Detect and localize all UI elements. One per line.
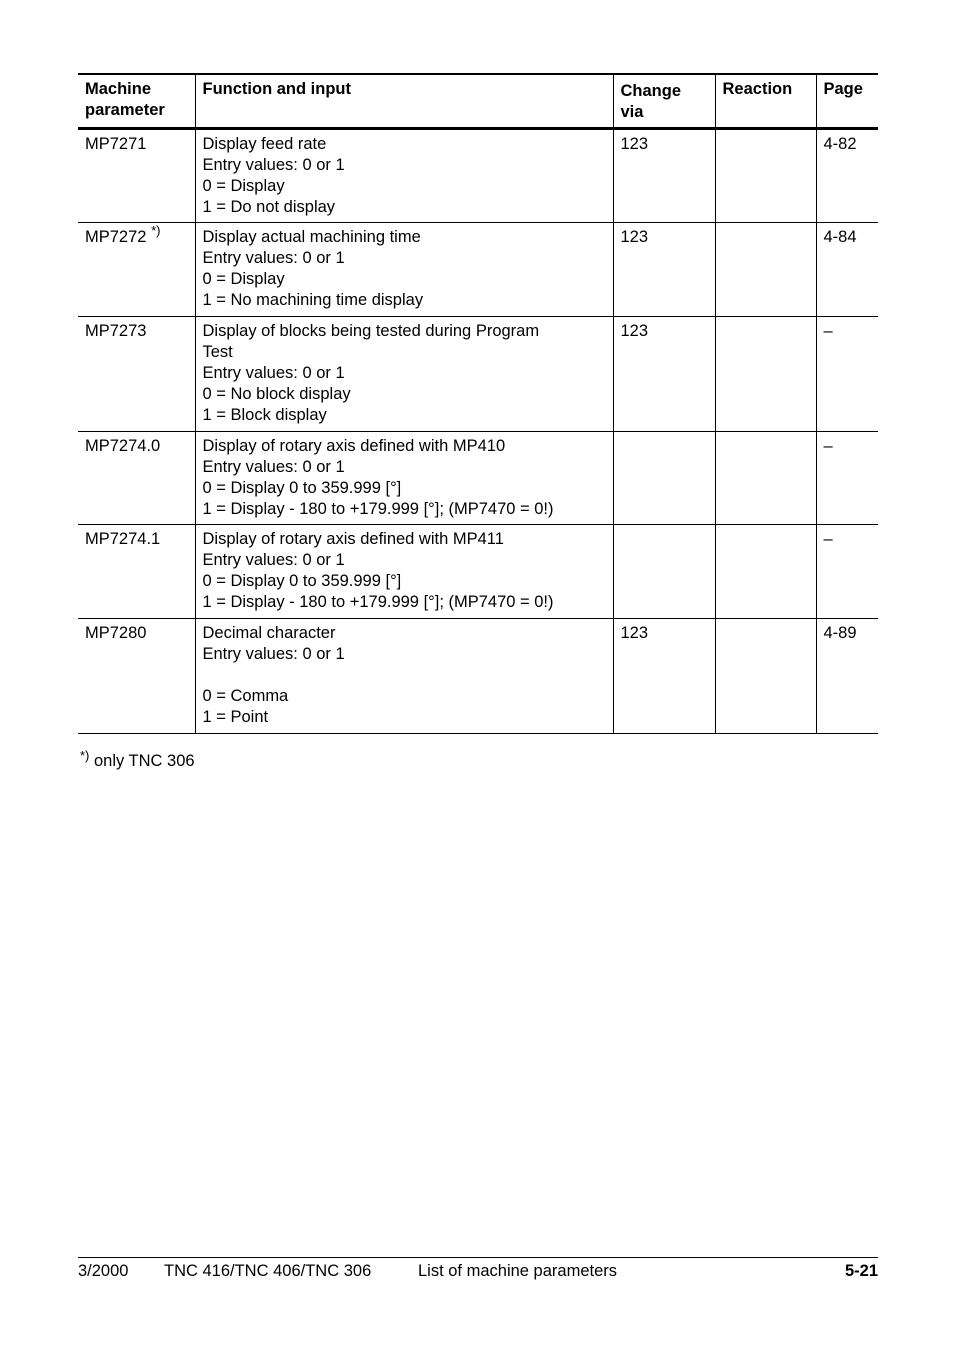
page-ref-cell: 4-82 bbox=[816, 129, 878, 223]
function-line: 0 = Comma bbox=[202, 687, 289, 705]
function-cell bbox=[195, 223, 613, 317]
function-line: 1 = Display - 180 to +179.999 [°]; (MP7470 = 0!) bbox=[202, 593, 554, 611]
function-cell bbox=[195, 525, 613, 619]
change-via-cell: 123 bbox=[613, 129, 715, 223]
page-ref-cell: – bbox=[816, 432, 878, 525]
parameter-id: MP7273 bbox=[85, 322, 147, 340]
parameter-cell bbox=[78, 619, 195, 734]
table-header bbox=[78, 74, 878, 129]
function-line: Display of rotary axis defined with MP411 bbox=[202, 530, 504, 548]
footer-divider bbox=[78, 1257, 878, 1258]
header-page: Page bbox=[816, 74, 878, 129]
page-footer bbox=[78, 1262, 878, 1284]
reaction-cell bbox=[715, 317, 816, 432]
reaction-cell bbox=[715, 432, 816, 525]
function-line: 1 = Block display bbox=[202, 406, 327, 424]
footnote-text: only TNC 306 bbox=[93, 752, 195, 770]
parameter-cell bbox=[78, 317, 195, 432]
header-reaction: Reaction bbox=[715, 74, 816, 129]
table-row bbox=[78, 129, 878, 223]
table-body bbox=[78, 129, 878, 734]
function-line: 1 = No machining time display bbox=[202, 291, 424, 309]
function-cell bbox=[195, 129, 613, 223]
table-row bbox=[78, 619, 878, 734]
function-line: Display of blocks being tested during Program bbox=[202, 322, 540, 340]
parameter-cell bbox=[78, 525, 195, 619]
function-line: Entry values: 0 or 1 bbox=[202, 645, 345, 663]
parameter-id: MP7274.0 bbox=[85, 437, 161, 455]
table-row bbox=[78, 223, 878, 317]
function-line: Entry values: 0 or 1 bbox=[202, 551, 345, 569]
change-via-cell: 123 bbox=[613, 619, 715, 734]
page-ref-cell: – bbox=[816, 317, 878, 432]
function-line: 1 = Display - 180 to +179.999 [°]; (MP7470 = 0!) bbox=[202, 500, 554, 518]
page-ref-cell: 4-84 bbox=[816, 223, 878, 317]
function-line: 1 = Point bbox=[202, 708, 269, 726]
header-machine-parameter: Machine parameter bbox=[78, 74, 195, 129]
change-via-cell: 123 bbox=[613, 223, 715, 317]
function-line: Entry values: 0 or 1 bbox=[202, 364, 345, 382]
function-line: 0 = Display 0 to 359.999 [°] bbox=[202, 572, 402, 590]
parameter-cell bbox=[78, 223, 195, 317]
page-ref-cell: 4-89 bbox=[816, 619, 878, 734]
table-row bbox=[78, 317, 878, 432]
footer-model: TNC 416/TNC 406/TNC 306 bbox=[164, 1262, 372, 1280]
change-via-cell bbox=[613, 432, 715, 525]
footer-date: 3/2000 bbox=[78, 1262, 129, 1280]
machine-parameter-table bbox=[78, 73, 878, 734]
footnote-reference: *) bbox=[151, 222, 161, 238]
function-line: Decimal character bbox=[202, 624, 336, 642]
function-cell bbox=[195, 317, 613, 432]
page-ref-cell: – bbox=[816, 525, 878, 619]
header-row bbox=[78, 74, 878, 129]
function-cell bbox=[195, 432, 613, 525]
parameter-id: MP7272 bbox=[85, 228, 147, 246]
function-line: Entry values: 0 or 1 bbox=[202, 249, 345, 267]
parameter-id: MP7274.1 bbox=[85, 530, 161, 548]
header-function-and-input: Function and input bbox=[195, 74, 613, 129]
function-line: Display actual machining time bbox=[202, 228, 421, 246]
function-line: 1 = Do not display bbox=[202, 198, 336, 216]
footnote-mark: *) bbox=[80, 748, 90, 763]
function-line: Entry values: 0 or 1 bbox=[202, 156, 345, 174]
parameter-cell bbox=[78, 432, 195, 525]
parameter-id: MP7271 bbox=[85, 135, 147, 153]
reaction-cell bbox=[715, 619, 816, 734]
function-line: Entry values: 0 or 1 bbox=[202, 458, 345, 476]
parameter-cell bbox=[78, 129, 195, 223]
function-cell bbox=[195, 619, 613, 734]
header-change-via: Change via bbox=[613, 74, 715, 129]
reaction-cell bbox=[715, 129, 816, 223]
blank-line bbox=[203, 665, 606, 686]
function-line: 0 = Display bbox=[202, 270, 285, 288]
reaction-cell bbox=[715, 223, 816, 317]
change-via-cell: 123 bbox=[613, 317, 715, 432]
footnote bbox=[80, 748, 195, 771]
footer-section-title: List of machine parameters bbox=[418, 1262, 618, 1280]
function-line: Display feed rate bbox=[202, 135, 327, 153]
function-line: Test bbox=[202, 343, 233, 361]
function-line: 0 = No block display bbox=[202, 385, 351, 403]
function-line: 0 = Display bbox=[202, 177, 285, 195]
change-via-cell bbox=[613, 525, 715, 619]
reaction-cell bbox=[715, 525, 816, 619]
function-line: Display of rotary axis defined with MP410 bbox=[202, 437, 506, 455]
function-line: 0 = Display 0 to 359.999 [°] bbox=[202, 479, 402, 497]
table-row bbox=[78, 432, 878, 525]
footer-page-number: 5-21 bbox=[844, 1262, 878, 1280]
parameter-id: MP7280 bbox=[85, 624, 147, 642]
table-row bbox=[78, 525, 878, 619]
